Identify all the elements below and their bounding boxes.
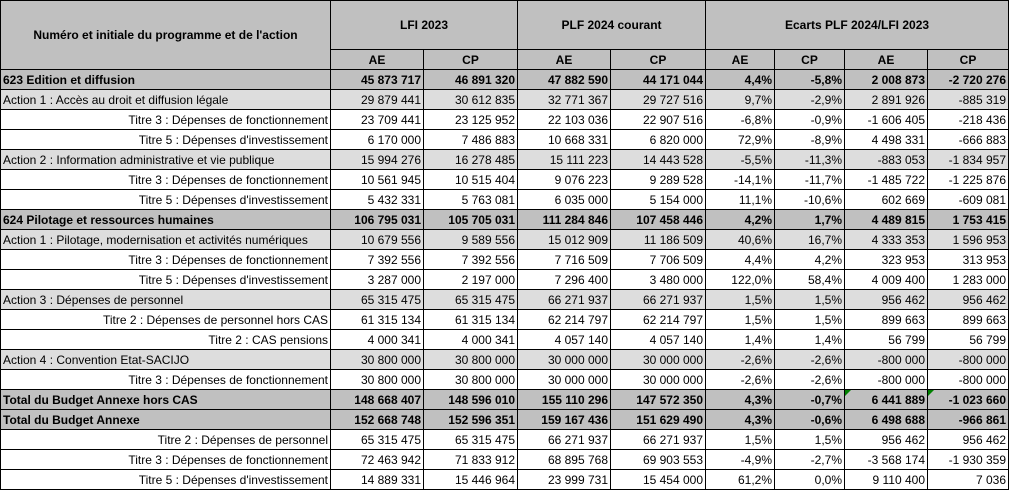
ecart-amount-cp-cell: -885 319 (928, 90, 1009, 110)
ecart-pct-ae-cell: 122,0% (706, 270, 775, 290)
lfi-2023-ae-cell: 15 994 276 (331, 150, 424, 170)
plf-2024-cp-cell: 5 154 000 (611, 190, 706, 210)
ecart-pct-cp-cell: -8,9% (775, 130, 845, 150)
ecart-pct-cp-header: CP (775, 50, 845, 70)
lfi-2023-ae-cell: 10 561 945 (331, 170, 424, 190)
lfi-2023-ae-cell: 29 879 441 (331, 90, 424, 110)
lfi-2023-cp-cell: 10 515 404 (424, 170, 518, 190)
row-label: Action 1 : Pilotage, modernisation et activités numériques (1, 230, 331, 250)
plf-2024-ae-cell: 159 167 436 (518, 410, 611, 430)
ecart-amount-cp-cell: -2 720 276 (928, 70, 1009, 90)
titre-row (1, 310, 1009, 330)
action-row (1, 290, 1009, 310)
ecart-amount-ae-cell: -800 000 (845, 350, 928, 370)
row-label: Titre 3 : Dépenses de fonctionnement (1, 250, 331, 270)
ecart-pct-ae-cell: -6,8% (706, 110, 775, 130)
plf-2024-cp-cell: 4 057 140 (611, 330, 706, 350)
lfi-2023-cp-cell: 65 315 475 (424, 430, 518, 450)
lfi-2023-cp-cell: 30 800 000 (424, 350, 518, 370)
ecart-amount-cp-cell: 1 283 000 (928, 270, 1009, 290)
row-label: Titre 5 : Dépenses d'investissement (1, 270, 331, 290)
lfi-2023-cp-cell: 23 125 952 (424, 110, 518, 130)
lfi-2023-cp-cell: 7 486 883 (424, 130, 518, 150)
ecart-pct-cp-cell: 1,4% (775, 330, 845, 350)
plf-2024-cp-cell: 62 214 797 (611, 310, 706, 330)
ecart-pct-ae-cell: 1,5% (706, 290, 775, 310)
plf-2024-cp-header: CP (611, 50, 706, 70)
titre-row (1, 270, 1009, 290)
plf-2024-ae-cell: 9 076 223 (518, 170, 611, 190)
lfi-2023-ae-cell: 30 800 000 (331, 350, 424, 370)
ecart-pct-cp-cell: -11,7% (775, 170, 845, 190)
row-label: Action 4 : Convention Etat-SACIJO (1, 350, 331, 370)
lfi-2023-cp-cell: 4 000 341 (424, 330, 518, 350)
plf-2024-cp-cell: 22 907 516 (611, 110, 706, 130)
row-label: Action 3 : Dépenses de personnel (1, 290, 331, 310)
ecart-amount-ae-cell: 956 462 (845, 290, 928, 310)
titre-row (1, 170, 1009, 190)
plf-2024-ae-cell: 66 271 937 (518, 290, 611, 310)
ecart-pct-cp-cell: 16,7% (775, 230, 845, 250)
lfi-2023-ae-cell: 7 392 556 (331, 250, 424, 270)
plf-2024-cp-cell: 30 000 000 (611, 370, 706, 390)
plf-2024-cp-cell: 3 480 000 (611, 270, 706, 290)
error-indicator-icon (845, 390, 851, 396)
ecart-pct-ae-cell: 1,5% (706, 430, 775, 450)
ecart-amount-cp-cell: 956 462 (928, 430, 1009, 450)
row-label: Titre 2 : Dépenses de personnel (1, 430, 331, 450)
row-label: 623 Edition et diffusion (1, 70, 331, 90)
lfi-2023-cp-cell: 105 705 031 (424, 210, 518, 230)
ecart-pct-ae-cell: 4,4% (706, 70, 775, 90)
ecart-amount-ae-cell: 899 663 (845, 310, 928, 330)
plf-2024-cp-cell: 15 454 000 (611, 470, 706, 490)
ecart-pct-ae-cell: 4,3% (706, 390, 775, 410)
ecart-amount-ae-cell: 4 489 815 (845, 210, 928, 230)
lfi-2023-ae-cell: 10 679 556 (331, 230, 424, 250)
total-row (1, 410, 1009, 430)
plf-2024-cp-cell: 151 629 490 (611, 410, 706, 430)
plf-2024-ae-cell: 7 716 509 (518, 250, 611, 270)
ecart-amount-ae-cell: -883 053 (845, 150, 928, 170)
plf-2024-ae-cell: 7 296 400 (518, 270, 611, 290)
plf-2024-cp-cell: 44 171 044 (611, 70, 706, 90)
lfi-2023-ae-cell: 61 315 134 (331, 310, 424, 330)
plf-2024-ae-cell: 62 214 797 (518, 310, 611, 330)
row-label: Titre 2 : Dépenses de personnel hors CAS (1, 310, 331, 330)
ecart-pct-cp-cell: 1,5% (775, 310, 845, 330)
lfi-2023-ae-cell: 3 287 000 (331, 270, 424, 290)
row-label: Titre 5 : Dépenses d'investissement (1, 130, 331, 150)
lfi-2023-ae-cell: 45 873 717 (331, 70, 424, 90)
lfi-2023-ae-cell: 72 463 942 (331, 450, 424, 470)
ecart-amount-cp-header: CP (928, 50, 1009, 70)
plf-2024-ae-cell: 30 000 000 (518, 350, 611, 370)
ecart-amount-cp-cell: 1 753 415 (928, 210, 1009, 230)
lfi-2023-ae-cell: 65 315 475 (331, 430, 424, 450)
ecart-pct-ae-cell: 4,2% (706, 210, 775, 230)
ecart-amount-cp-cell: 899 663 (928, 310, 1009, 330)
ecart-amount-ae-cell: 6 498 688 (845, 410, 928, 430)
ecart-amount-ae-cell: 4 498 331 (845, 130, 928, 150)
titre-row (1, 330, 1009, 350)
ecart-pct-ae-cell: -2,6% (706, 370, 775, 390)
ecart-amount-ae-cell: -3 568 174 (845, 450, 928, 470)
lfi-2023-ae-cell: 6 170 000 (331, 130, 424, 150)
ecart-pct-cp-cell: -2,9% (775, 90, 845, 110)
row-label: Titre 3 : Dépenses de fonctionnement (1, 450, 331, 470)
plf-2024-ae-cell: 15 012 909 (518, 230, 611, 250)
ecart-pct-cp-cell: 0,0% (775, 470, 845, 490)
plf-2024-cp-cell: 11 186 509 (611, 230, 706, 250)
ecart-pct-cp-cell: -2,6% (775, 370, 845, 390)
ecart-amount-cp-cell: -1 834 957 (928, 150, 1009, 170)
ecart-amount-ae-header: AE (845, 50, 928, 70)
ecart-pct-cp-cell: -0,9% (775, 110, 845, 130)
plf-2024-cp-cell: 30 000 000 (611, 350, 706, 370)
row-label: Titre 5 : Dépenses d'investissement (1, 190, 331, 210)
plf-2024-cp-cell: 66 271 937 (611, 290, 706, 310)
error-indicator-icon (928, 390, 934, 396)
ecart-pct-ae-cell: 4,3% (706, 410, 775, 430)
lfi-2023-ae-cell: 65 315 475 (331, 290, 424, 310)
plf-2024-cp-cell: 14 443 528 (611, 150, 706, 170)
ecart-amount-cp-cell: 1 596 953 (928, 230, 1009, 250)
plf-2024-cp-cell: 29 727 516 (611, 90, 706, 110)
ecart-pct-ae-cell: -2,6% (706, 350, 775, 370)
lfi-2023-cp-cell: 7 392 556 (424, 250, 518, 270)
titre-row (1, 430, 1009, 450)
lfi-2023-cp-cell: 152 596 351 (424, 410, 518, 430)
lfi-2023-cp-cell: 46 891 320 (424, 70, 518, 90)
lfi-2023-cp-cell: 9 589 556 (424, 230, 518, 250)
ecart-amount-ae-cell: 2 008 873 (845, 70, 928, 90)
lfi-2023-ae-cell: 5 432 331 (331, 190, 424, 210)
titre-row (1, 130, 1009, 150)
titre-row (1, 370, 1009, 390)
program-row-624 (1, 210, 1009, 230)
ecart-amount-ae-cell: 56 799 (845, 330, 928, 350)
ecart-amount-ae-cell: -800 000 (845, 370, 928, 390)
ecart-amount-cp-cell: -218 436 (928, 110, 1009, 130)
lfi-2023-ae-cell: 4 000 341 (331, 330, 424, 350)
row-label: Titre 3 : Dépenses de fonctionnement (1, 170, 331, 190)
titre-row (1, 450, 1009, 470)
plf-2024-ae-cell: 47 882 590 (518, 70, 611, 90)
ecart-pct-cp-cell: -0,7% (775, 390, 845, 410)
ecart-amount-ae-cell: 2 891 926 (845, 90, 928, 110)
ecart-pct-ae-cell: 1,5% (706, 310, 775, 330)
ecart-pct-cp-cell: -2,6% (775, 350, 845, 370)
ecart-pct-ae-cell: -14,1% (706, 170, 775, 190)
lfi-2023-ae-header: AE (331, 50, 424, 70)
row-label: Titre 5 : Dépenses d'investissement (1, 470, 331, 490)
ecart-amount-ae-cell: 323 953 (845, 250, 928, 270)
row-label: 624 Pilotage et ressources humaines (1, 210, 331, 230)
lfi-2023-cp-cell: 61 315 134 (424, 310, 518, 330)
action-row (1, 150, 1009, 170)
row-label: Titre 2 : CAS pensions (1, 330, 331, 350)
ecart-amount-ae-cell: 9 110 400 (845, 470, 928, 490)
plf-2024-ae-cell: 155 110 296 (518, 390, 611, 410)
ecart-amount-cp-cell: 56 799 (928, 330, 1009, 350)
plf-2024-cp-cell: 7 706 509 (611, 250, 706, 270)
ecart-pct-cp-cell: -11,3% (775, 150, 845, 170)
lfi-2023-ae-cell: 30 800 000 (331, 370, 424, 390)
ecart-amount-cp-cell: -1 225 876 (928, 170, 1009, 190)
plf-2024-cp-cell: 147 572 350 (611, 390, 706, 410)
lfi-2023-header: LFI 2023 (331, 1, 518, 50)
lfi-2023-cp-cell: 30 612 835 (424, 90, 518, 110)
action-row (1, 230, 1009, 250)
titre-row (1, 110, 1009, 130)
lfi-2023-ae-cell: 106 795 031 (331, 210, 424, 230)
total-row-hors-cas (1, 390, 1009, 410)
ecart-pct-cp-cell: -0,6% (775, 410, 845, 430)
label-column-header: Numéro et initiale du programme et de l'action (1, 1, 331, 70)
row-label: Total du Budget Annexe (1, 410, 331, 430)
plf-2024-ae-cell: 10 668 331 (518, 130, 611, 150)
lfi-2023-cp-header: CP (424, 50, 518, 70)
ecart-amount-cp-cell: 956 462 (928, 290, 1009, 310)
plf-2024-ae-cell: 6 035 000 (518, 190, 611, 210)
ecart-amount-cp-cell: -1 930 359 (928, 450, 1009, 470)
titre-row (1, 250, 1009, 270)
lfi-2023-ae-cell: 14 889 331 (331, 470, 424, 490)
ecart-pct-ae-cell: 4,4% (706, 250, 775, 270)
lfi-2023-cp-cell: 16 278 485 (424, 150, 518, 170)
ecart-amount-ae-cell: 4 333 353 (845, 230, 928, 250)
titre-row (1, 190, 1009, 210)
ecart-pct-cp-cell: 58,4% (775, 270, 845, 290)
ecart-pct-cp-cell: -5,8% (775, 70, 845, 90)
lfi-2023-cp-cell: 65 315 475 (424, 290, 518, 310)
ecart-amount-ae-cell (845, 390, 928, 410)
ecart-amount-ae-cell: 4 009 400 (845, 270, 928, 290)
ecart-amount-cp-cell: -609 081 (928, 190, 1009, 210)
ecart-amount-cp-cell: 313 953 (928, 250, 1009, 270)
plf-2024-ae-cell: 111 284 846 (518, 210, 611, 230)
ecart-amount-cp-cell: 7 036 (928, 470, 1009, 490)
plf-2024-cp-cell: 66 271 937 (611, 430, 706, 450)
row-label: Total du Budget Annexe hors CAS (1, 390, 331, 410)
plf-2024-cp-cell: 107 458 446 (611, 210, 706, 230)
row-label: Titre 3 : Dépenses de fonctionnement (1, 370, 331, 390)
ecart-pct-cp-cell: 4,2% (775, 250, 845, 270)
ecart-pct-cp-cell: 1,5% (775, 290, 845, 310)
plf-2024-ae-cell: 23 999 731 (518, 470, 611, 490)
action-row (1, 350, 1009, 370)
ecart-pct-ae-cell: 40,6% (706, 230, 775, 250)
ecarts-header: Ecarts PLF 2024/LFI 2023 (706, 1, 1009, 50)
plf-2024-ae-cell: 66 271 937 (518, 430, 611, 450)
lfi-2023-cp-cell: 30 800 000 (424, 370, 518, 390)
ecart-amount-ae-cell: 956 462 (845, 430, 928, 450)
ecart-pct-ae-cell: 1,4% (706, 330, 775, 350)
lfi-2023-ae-cell: 148 668 407 (331, 390, 424, 410)
row-label: Action 2 : Information administrative et vie publique (1, 150, 331, 170)
ecart-pct-cp-cell: 1,7% (775, 210, 845, 230)
plf-2024-cp-cell: 6 820 000 (611, 130, 706, 150)
lfi-2023-cp-cell: 148 596 010 (424, 390, 518, 410)
plf-2024-ae-cell: 4 057 140 (518, 330, 611, 350)
lfi-2023-cp-cell: 15 446 964 (424, 470, 518, 490)
plf-2024-ae-cell: 68 895 768 (518, 450, 611, 470)
ecart-amount-cp-cell: -800 000 (928, 370, 1009, 390)
row-label: Action 1 : Accès au droit et diffusion légale (1, 90, 331, 110)
plf-2024-ae-cell: 32 771 367 (518, 90, 611, 110)
ecart-amount-ae-cell: -1 485 722 (845, 170, 928, 190)
lfi-2023-cp-cell: 2 197 000 (424, 270, 518, 290)
ecart-pct-ae-cell: -4,9% (706, 450, 775, 470)
cell-value: 6 441 889 (871, 392, 925, 407)
plf-2024-ae-header: AE (518, 50, 611, 70)
plf-2024-cp-cell: 9 289 528 (611, 170, 706, 190)
action-row (1, 90, 1009, 110)
ecart-pct-cp-cell: -2,7% (775, 450, 845, 470)
ecart-amount-ae-cell: -1 606 405 (845, 110, 928, 130)
ecart-pct-ae-cell: 61,2% (706, 470, 775, 490)
plf-2024-cp-cell: 69 903 553 (611, 450, 706, 470)
ecart-pct-ae-cell: -5,5% (706, 150, 775, 170)
ecart-amount-cp-cell (928, 390, 1009, 410)
cell-value: -1 023 660 (948, 392, 1007, 407)
ecart-amount-cp-cell: -966 861 (928, 410, 1009, 430)
header-row (1, 1, 1009, 50)
ecart-pct-ae-cell: 9,7% (706, 90, 775, 110)
ecart-amount-cp-cell: -666 883 (928, 130, 1009, 150)
ecart-amount-cp-cell: -800 000 (928, 350, 1009, 370)
ecart-pct-cp-cell: -10,6% (775, 190, 845, 210)
row-label: Titre 3 : Dépenses de fonctionnement (1, 110, 331, 130)
lfi-2023-ae-cell: 152 668 748 (331, 410, 424, 430)
plf-2024-ae-cell: 15 111 223 (518, 150, 611, 170)
lfi-2023-cp-cell: 71 833 912 (424, 450, 518, 470)
ecart-amount-ae-cell: 602 669 (845, 190, 928, 210)
plf-2024-ae-cell: 30 000 000 (518, 370, 611, 390)
program-row-623 (1, 70, 1009, 90)
titre-row (1, 470, 1009, 490)
plf-2024-ae-cell: 22 103 036 (518, 110, 611, 130)
ecart-pct-cp-cell: 1,5% (775, 430, 845, 450)
lfi-2023-ae-cell: 23 709 441 (331, 110, 424, 130)
ecart-pct-ae-cell: 72,9% (706, 130, 775, 150)
ecart-pct-ae-cell: 11,1% (706, 190, 775, 210)
ecart-pct-ae-header: AE (706, 50, 775, 70)
lfi-2023-cp-cell: 5 763 081 (424, 190, 518, 210)
plf-2024-header: PLF 2024 courant (518, 1, 706, 50)
